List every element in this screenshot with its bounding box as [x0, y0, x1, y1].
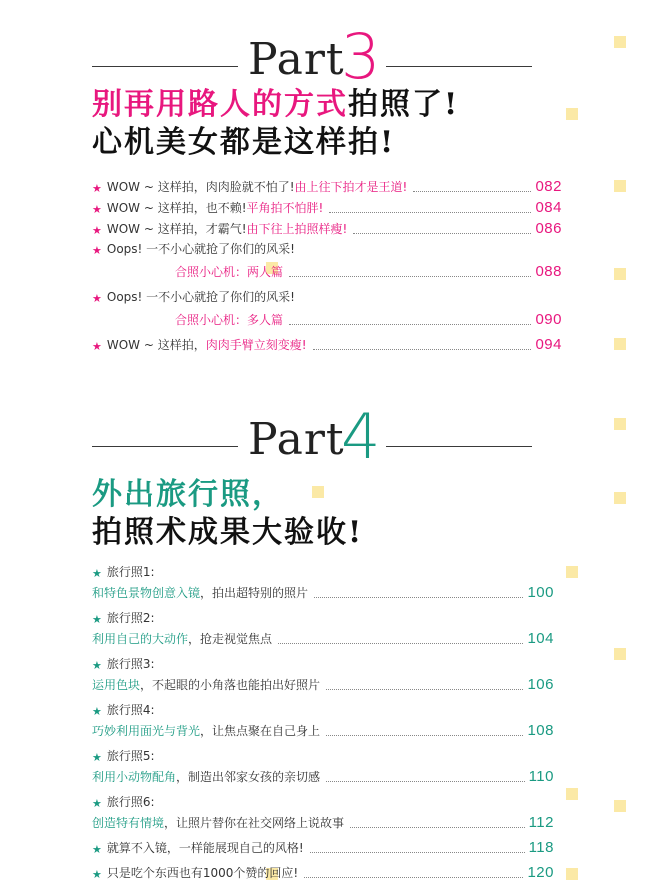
- toc-entry-rest: ，让照片替你在社交网络上说故事: [164, 816, 345, 830]
- star-icon: ★: [92, 340, 102, 353]
- toc-entry-text: WOW ~ 这样拍，才霸气!: [106, 222, 247, 236]
- toc-entry: [92, 701, 554, 718]
- page-number: 100: [527, 584, 554, 601]
- toc-entry-highlight: 运用色块: [92, 678, 141, 692]
- toc-entry: [92, 747, 554, 764]
- star-icon: ★: [92, 567, 102, 580]
- toc-entry-text: WOW ~ 这样拍，: [106, 338, 206, 352]
- deco-square: [614, 800, 626, 812]
- page-number: 120: [527, 864, 554, 881]
- toc-entry-text: 旅行照3:: [106, 657, 155, 671]
- toc-entry-text: Oops! 一不小心就抢了你们的风采!: [106, 290, 295, 304]
- dot-leader: [329, 211, 531, 213]
- page-number: 108: [527, 722, 554, 739]
- toc-entry: [92, 563, 554, 580]
- toc-entry-highlight: 合照小心机：两人篇: [175, 265, 284, 279]
- toc-entry: [92, 609, 554, 626]
- toc-entry: [92, 220, 562, 237]
- toc-entry-highlight: 利用自己的大动作: [92, 632, 189, 646]
- page-number: 118: [528, 839, 554, 856]
- part3-title: [92, 86, 459, 161]
- toc-entry: [92, 722, 554, 739]
- deco-square: [614, 492, 626, 504]
- deco-square: [614, 180, 626, 192]
- star-icon: ★: [92, 292, 102, 305]
- deco-square: [566, 108, 578, 120]
- star-icon: ★: [92, 203, 102, 216]
- star-icon: ★: [92, 705, 102, 718]
- toc-entry: [92, 864, 554, 881]
- page-number: 112: [528, 814, 554, 831]
- dot-leader: [326, 734, 523, 736]
- dot-leader: [310, 851, 525, 853]
- dot-leader: [313, 348, 532, 350]
- toc-entry: [92, 630, 554, 647]
- part4-title: [92, 476, 363, 551]
- page-number: 088: [535, 263, 562, 280]
- part3-left-rule: [92, 66, 238, 67]
- toc-entry-text: 旅行照2:: [106, 611, 155, 625]
- toc-entry-highlight: 平角拍不怕胖!: [246, 201, 324, 215]
- toc-entry-rest: ，让焦点聚在自己身上: [200, 724, 321, 738]
- deco-square: [614, 338, 626, 350]
- toc-entry: [92, 768, 554, 785]
- part3-title-line2: 心机美女都是这样拍!: [92, 124, 396, 160]
- toc-entry: [92, 584, 554, 601]
- star-icon: ★: [92, 224, 102, 237]
- deco-square: [614, 648, 626, 660]
- page-number: 110: [528, 768, 554, 785]
- part4-header: [0, 398, 650, 473]
- toc-entry: [175, 311, 562, 328]
- dot-leader: [350, 826, 525, 828]
- dot-leader: [326, 688, 523, 690]
- toc-entry-text: WOW ~ 这样拍，也不赖!: [106, 201, 247, 215]
- toc-entry: [92, 814, 554, 831]
- part4-right-rule: [386, 446, 532, 447]
- dot-leader: [278, 642, 523, 644]
- toc-entry: [92, 178, 562, 195]
- part3-right-rule: [386, 66, 532, 67]
- deco-square: [566, 566, 578, 578]
- part3-header: [0, 22, 650, 92]
- toc-entry-highlight: 巧妙利用面光与背光: [92, 724, 201, 738]
- part3-title-line1-rest: 拍照了!: [348, 87, 460, 122]
- toc-entry-rest: ，抢走视觉焦点: [188, 632, 273, 646]
- page-number: 104: [527, 630, 554, 647]
- part4-title-line1: 外出旅行照，: [92, 477, 284, 512]
- toc-entry-text: 只是吃个东西也有1000个赞的回应!: [106, 866, 299, 880]
- star-icon: ★: [92, 868, 102, 881]
- part4-number: 4: [341, 400, 381, 473]
- toc-entry-highlight: 由上往下拍才是王道!: [294, 180, 408, 194]
- toc-entry-text: 旅行照6:: [106, 795, 155, 809]
- toc-entry-highlight: 和特色景物创意入镜: [92, 586, 201, 600]
- part4-word: Part: [248, 414, 345, 465]
- toc-entry: [92, 336, 562, 353]
- deco-square: [566, 868, 578, 880]
- toc-entry: [92, 199, 562, 216]
- toc-entry-text: 旅行照1:: [106, 565, 155, 579]
- toc-entry-highlight: 肉肉手臂立刻变瘦!: [205, 338, 307, 352]
- toc-entry: [92, 793, 554, 810]
- toc-entry-text: Oops! 一不小心就抢了你们的风采!: [106, 242, 295, 256]
- toc-entry: [92, 240, 562, 257]
- part3-number: 3: [341, 20, 381, 93]
- page-number: 090: [535, 311, 562, 328]
- toc-entry: [92, 676, 554, 693]
- toc-entry-highlight: 合照小心机：多人篇: [175, 313, 284, 327]
- star-icon: ★: [92, 843, 102, 856]
- deco-square: [566, 788, 578, 800]
- dot-leader: [413, 190, 531, 192]
- toc-entry: [92, 288, 562, 305]
- toc-entry-text: 旅行照5:: [106, 749, 155, 763]
- page-number: 094: [535, 336, 562, 353]
- toc-entry-rest: ，制造出邻家女孩的亲切感: [176, 770, 321, 784]
- dot-leader: [353, 232, 531, 234]
- toc-entry-rest: ，拍出超特别的照片: [200, 586, 309, 600]
- deco-square: [614, 268, 626, 280]
- star-icon: ★: [92, 751, 102, 764]
- toc-entry-text: 就算不入镜，一样能展现自己的风格!: [106, 841, 304, 855]
- toc-entry: [92, 839, 554, 856]
- star-icon: ★: [92, 613, 102, 626]
- star-icon: ★: [92, 244, 102, 257]
- page-number: 084: [535, 199, 562, 216]
- toc-entry-text: WOW ~ 这样拍，肉肉脸就不怕了!: [106, 180, 295, 194]
- dot-leader: [326, 780, 525, 782]
- toc-entry-highlight: 利用小动物配角: [92, 770, 177, 784]
- part4-title-line2: 拍照术成果大验收!: [92, 514, 364, 550]
- dot-leader: [304, 876, 523, 878]
- star-icon: ★: [92, 797, 102, 810]
- toc-entry: [92, 655, 554, 672]
- page-number: 082: [535, 178, 562, 195]
- toc-entry-text: 旅行照4:: [106, 703, 155, 717]
- page-number: 106: [527, 676, 554, 693]
- toc-entry-highlight: 创造特有情境: [92, 816, 165, 830]
- part3-word: Part: [248, 34, 345, 85]
- star-icon: ★: [92, 659, 102, 672]
- dot-leader: [289, 323, 531, 325]
- toc-entry-rest: ，不起眼的小角落也能拍出好照片: [140, 678, 321, 692]
- part4-left-rule: [92, 446, 238, 447]
- part3-title-line1-pink: 别再用路人的方式: [92, 87, 348, 122]
- toc-entry-highlight: 由下往上拍照样瘦!: [246, 222, 348, 236]
- star-icon: ★: [92, 182, 102, 195]
- dot-leader: [314, 596, 523, 598]
- page-number: 086: [535, 220, 562, 237]
- toc-entry: [175, 263, 562, 280]
- dot-leader: [289, 275, 531, 277]
